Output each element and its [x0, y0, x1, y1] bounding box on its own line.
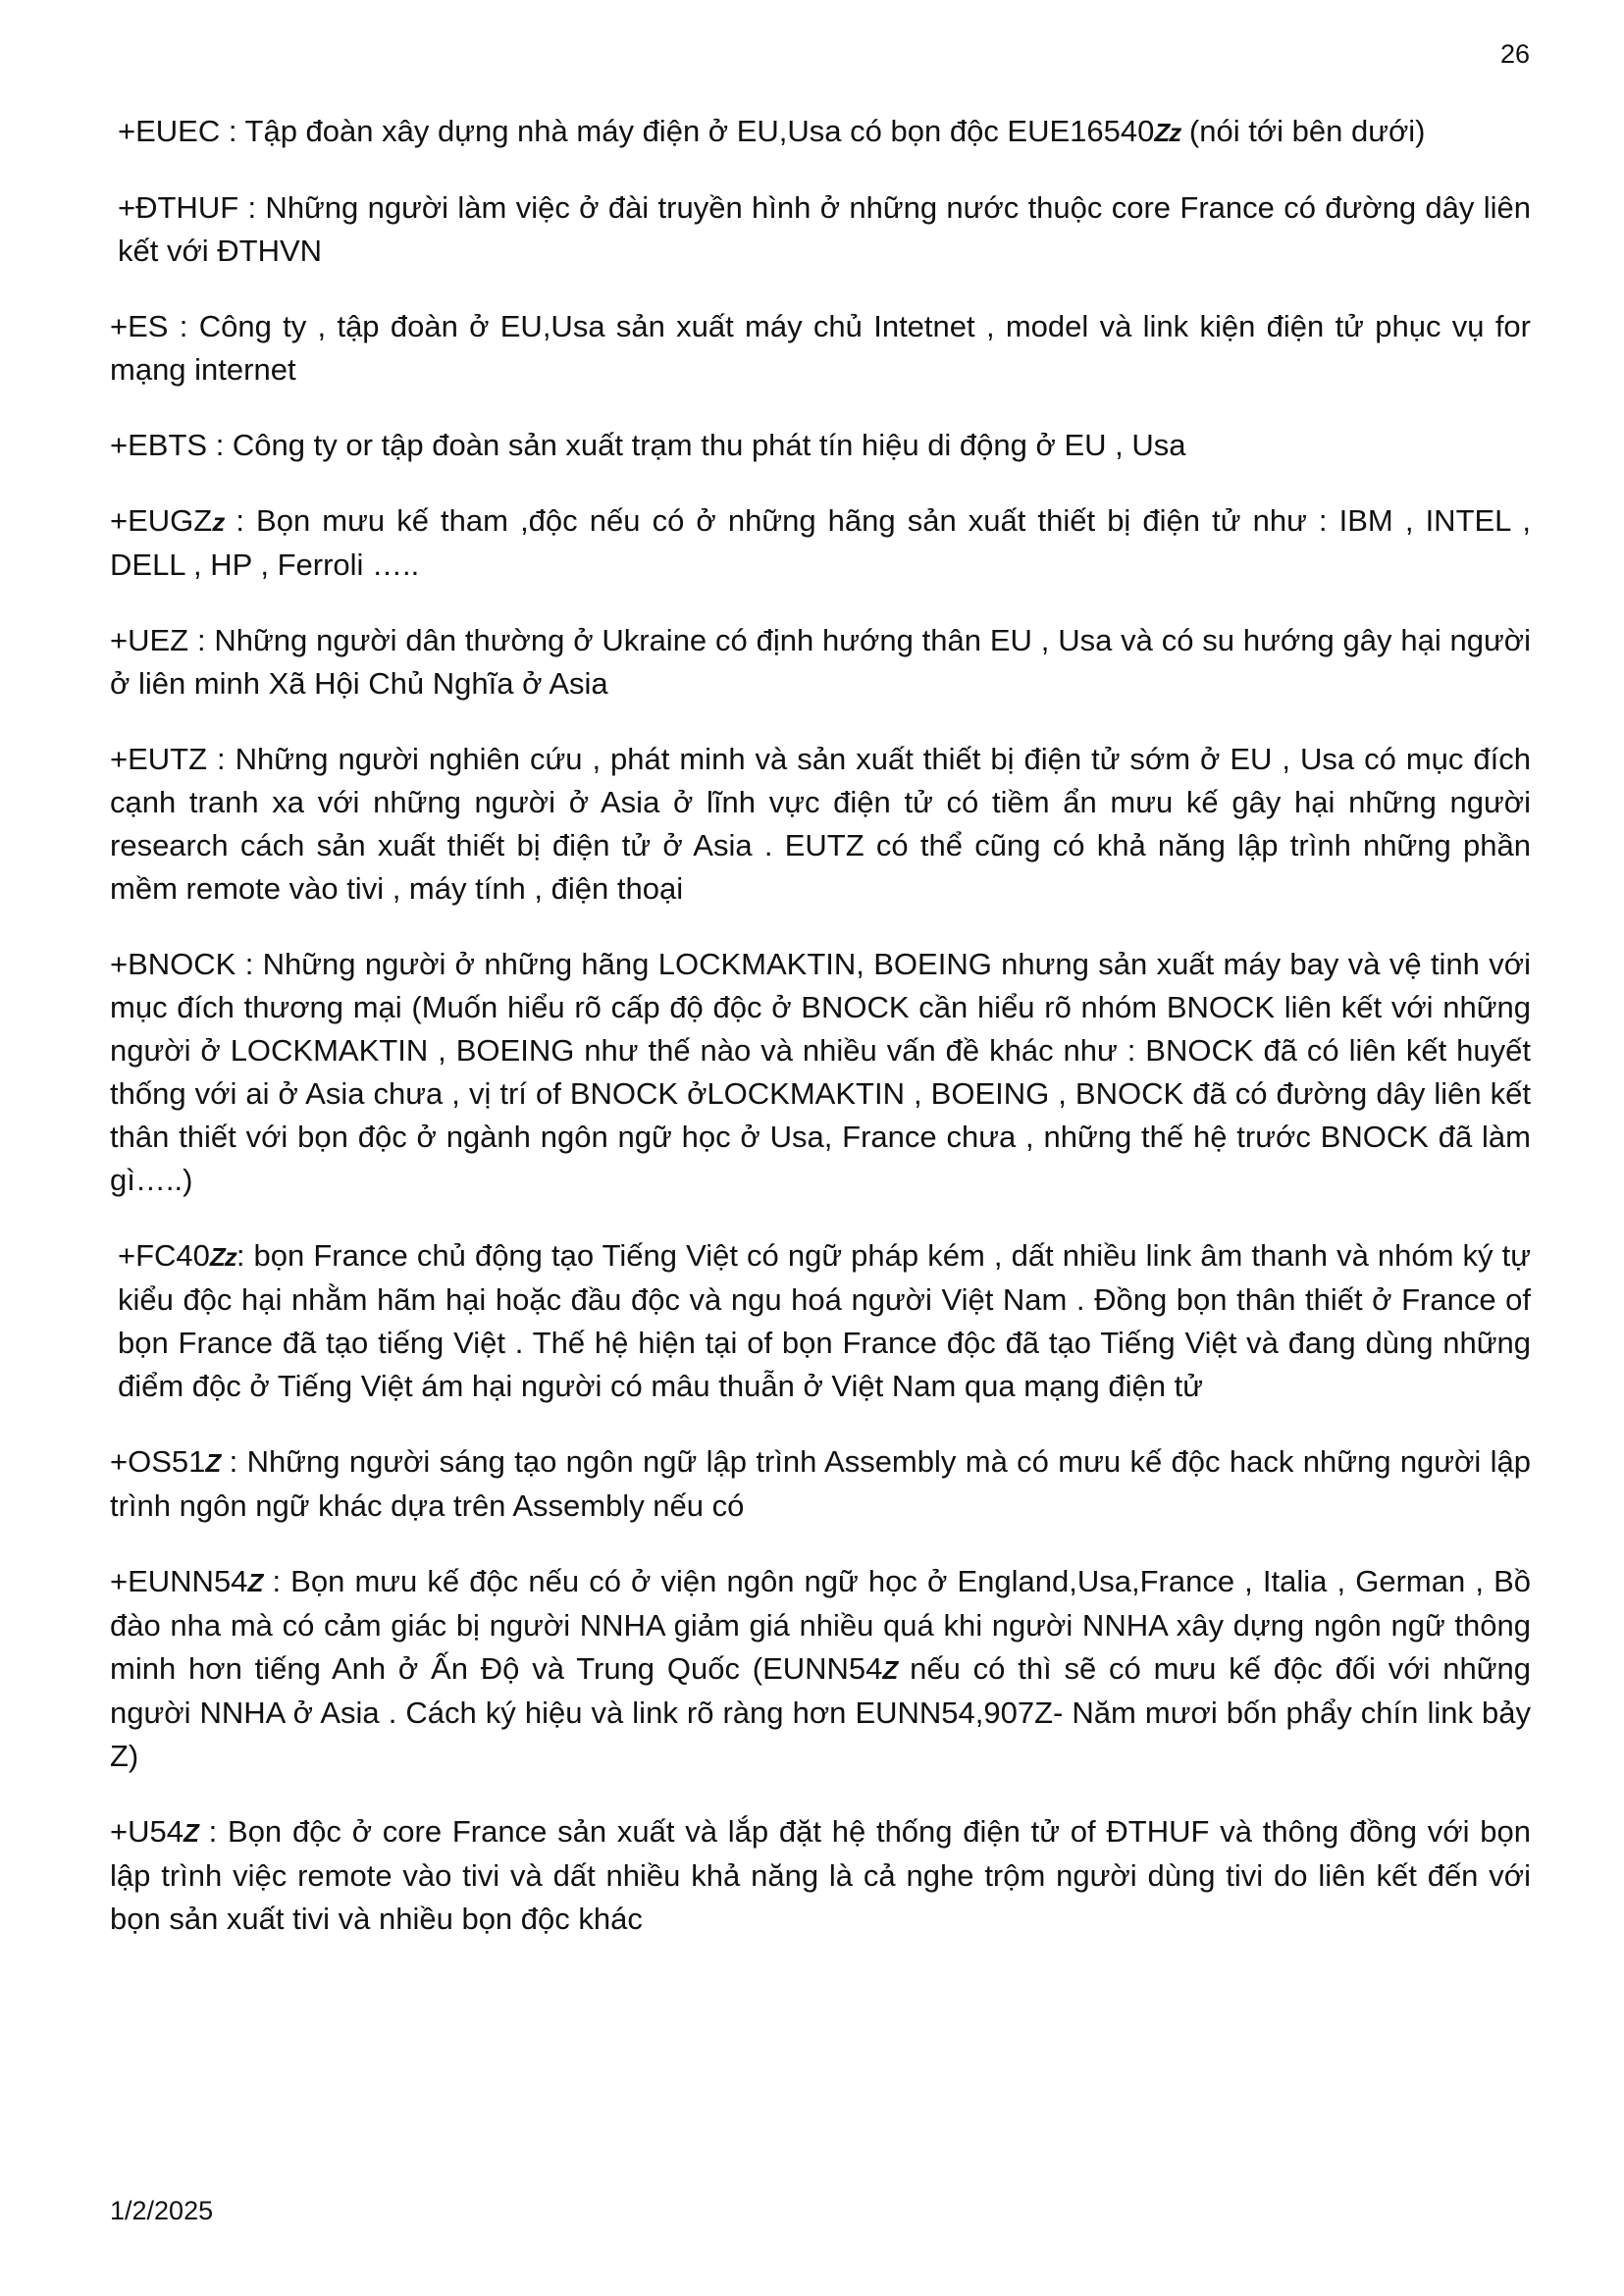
entry-ebts — [110, 424, 1531, 467]
entry-text: : Bọn mưu kế tham ,độc nếu có ở những hãng sản xuất thiết bị điện tử như : IBM , INTEL , DELL , HP , Ferroli ….. — [110, 503, 1531, 582]
entry-u54 — [110, 1810, 1531, 1941]
z-mark: Z — [882, 1655, 898, 1685]
entry-text: : Những người làm việc ở đài truyền hình ở những nước thuộc core France có đường dây liên kết với ĐTHVN — [118, 190, 1531, 268]
entry-code: +FC40 — [118, 1238, 210, 1273]
entry-eunn54 — [110, 1560, 1531, 1778]
entry-text: : Những người nghiên cứu , phát minh và sản xuất thiết bị điện tử sớm ở EU , Usa có mục đích cạnh tranh xa với những người ở Asia ở lĩnh vực điện tử có tiềm ẩn mưu kế gây hại những người research cách sản xuất thiết bị điện tử ở Asia . EUTZ có thể cũng có khả năng lập trình những phần mềm remote vào tivi , máy tính , điện thoại — [110, 742, 1531, 906]
entry-euec — [110, 110, 1531, 154]
entry-fc40 — [110, 1234, 1531, 1408]
z-mark: Zz — [1154, 118, 1181, 147]
entry-tail: nếu có thì sẽ có mưu kế độc đối với những người NNHA ở Asia . Cách ký hiệu và link rõ ràng hơn EUNN54,907Z- Năm mươi bốn phẩy chín link bảy Z) — [110, 1651, 1531, 1773]
entry-eutz — [110, 738, 1531, 911]
z-mark: Z — [205, 1448, 221, 1478]
entry-os51 — [110, 1440, 1531, 1528]
page-number: 26 — [1499, 39, 1530, 69]
entry-code: +ĐTHUF — [118, 190, 239, 225]
z-mark: Zz — [209, 1242, 236, 1272]
entry-text: : bọn France chủ động tạo Tiếng Việt có ngữ pháp kém , dất nhiều link âm thanh và nhóm ký tự kiểu độc hại nhằm hãm hại hoặc đầu độc và ngu hoá người Việt Nam . Đồng bọn thân thiết ở France of bọn France đã tạo tiếng Việt . Thế hệ hiện tại of bọn France độc đã tạo Tiếng Việt và đang dùng những điểm độc ở Tiếng Việt ám hại người có mâu thuẫn ở Việt Nam qua mạng điện tử — [118, 1238, 1531, 1403]
entry-code: +ES — [110, 309, 169, 343]
entry-text: : Những người dân thường ở Ukraine có định hướng thân EU , Usa và có su hướng gây hại người ở liên minh Xã Hội Chủ Nghĩa ở Asia — [110, 623, 1531, 701]
entry-text: : Những người sáng tạo ngôn ngữ lập trình Assembly mà có mưu kế độc hack những người lập trình ngôn ngữ khác dựa trên Assembly nếu có — [110, 1444, 1531, 1523]
entry-code: +UEZ — [110, 623, 189, 657]
entry-text: : Bọn độc ở core France sản xuất và lắp đặt hệ thống điện tử of ĐTHUF và thông đồng với bọn lập trình việc remote vào tivi và dất nhiều khả năng là cả nghe trộm người dùng tivi do liên kết đến với bọn sản xuất tivi và nhiều bọn độc khác — [110, 1814, 1531, 1936]
entry-code: +EBTS — [110, 428, 208, 462]
entry-code: +EUNN54 — [110, 1564, 248, 1598]
entry-code: +EUGZ — [110, 503, 213, 538]
entry-code: +OS51 — [110, 1444, 206, 1479]
document-body — [110, 110, 1531, 1973]
entry-bnock — [110, 943, 1531, 1202]
entry-text: : Những người ở những hãng LOCKMAKTIN, BOEING nhưng sản xuất máy bay và vệ tinh với mục đích thương mại (Muốn hiểu rõ cấp độ độc ở BNOCK cần hiểu rõ nhóm BNOCK liên kết với những người ở LOCKMAKTIN , BOEING như thế nào và nhiều vấn đề khác như : BNOCK đã có liên kết huyết thống với ai ở Asia chưa , vị trí of BNOCK ởLOCKMAKTIN , BOEING , BNOCK đã có đường dây liên kết thân thiết với bọn độc ở ngành ngôn ngữ học ở Usa, France chưa , những thế hệ trước BNOCK đã làm gì…..) — [110, 947, 1531, 1197]
z-mark: z — [212, 507, 225, 537]
entry-dthuf — [110, 186, 1531, 273]
entry-code: +EUEC — [118, 114, 221, 148]
entry-tail: (nói tới bên dưới) — [1180, 114, 1426, 148]
entry-text: : Công ty , tập đoàn ở EU,Usa sản xuất máy chủ Intetnet , model và link kiện điện tử phục vụ for mạng internet — [110, 309, 1531, 387]
entry-text: : Tập đoàn xây dựng nhà máy điện ở EU,Usa có bọn độc EUE16540 — [220, 114, 1155, 148]
entry-code: +U54 — [110, 1814, 183, 1849]
z-mark: Z — [247, 1568, 263, 1597]
entry-uez — [110, 619, 1531, 705]
entry-es — [110, 305, 1531, 391]
footer-date: 1/2/2025 — [110, 2196, 214, 2225]
entry-text: : Công ty or tập đoàn sản xuất trạm thu phát tín hiệu di động ở EU , Usa — [207, 428, 1186, 462]
entry-code: +BNOCK — [110, 947, 236, 981]
z-mark: Z — [183, 1818, 198, 1848]
entry-eugz — [110, 499, 1531, 587]
entry-text: : Bọn mưu kế độc nếu có ở viện ngôn ngữ học ở England,Usa,France , Italia , German , Bồ đào nha mà có cảm giác bị người NNHA giảm giá nhiều quá khi người NNHA xây dựng ngôn ngữ thông minh hơn tiếng Anh ở Ấn Độ và Trung Quốc (EUNN54 — [110, 1564, 1531, 1686]
entry-code: +EUTZ — [110, 742, 208, 776]
